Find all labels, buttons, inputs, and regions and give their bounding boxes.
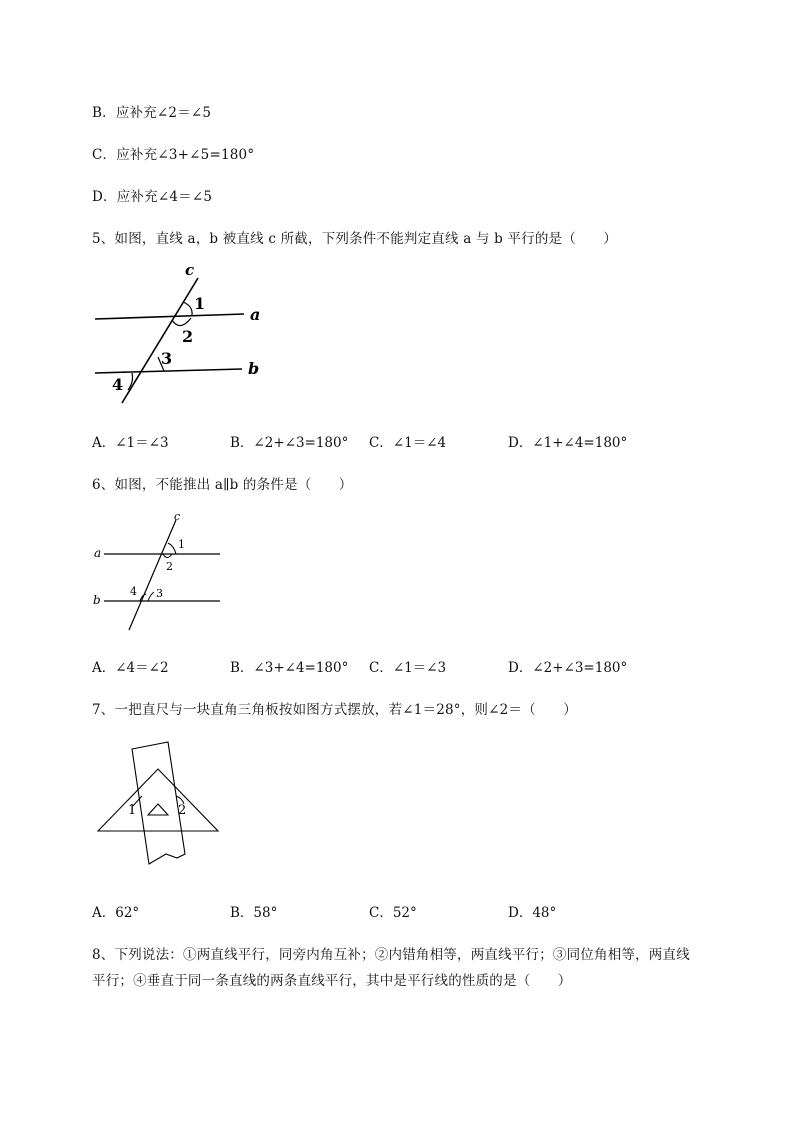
q7-label-1: 1 — [128, 803, 137, 818]
q6-stem: 6、如图，不能推出 a∥b 的条件是（ ） — [92, 477, 353, 493]
q6-label-b: b — [93, 593, 101, 607]
q7-option-d: D．48° — [508, 905, 557, 921]
q7-option-a: A．62° — [92, 905, 140, 921]
q5-label-a: a — [250, 305, 261, 324]
q4-option-c: C．应补充∠3+∠5=180° — [92, 147, 255, 163]
q8-stem-line-1: 8、下列说法：①两直线平行，同旁内角互补；②内错角相等，两直线平行；③同位角相等，两直线 — [92, 947, 690, 963]
q5-label-4: 4 — [112, 375, 124, 394]
q5-angle-2-arc — [172, 318, 191, 326]
q6-option-d: D．∠2+∠3=180° — [508, 660, 628, 676]
q5-option-d: D．∠1+∠4=180° — [508, 435, 628, 451]
q7-option-b: B．58° — [230, 905, 278, 921]
q6-figure — [88, 506, 228, 634]
q4-option-d: D．应补充∠4＝∠5 — [92, 189, 213, 205]
q6-label-a: a — [94, 546, 102, 560]
q6-angle-3-arc — [148, 592, 154, 601]
q5-label-2: 2 — [182, 327, 194, 346]
q8-stem-line-2: 平行；④垂直于同一条直线的两条直线平行，其中是平行线的性质的是（ ） — [92, 973, 572, 989]
q7-stem: 7、一把直尺与一块直角三角板按如图方式摆放，若∠1＝28°，则∠2＝（ ） — [92, 702, 577, 718]
q5-option-b: B．∠2+∠3=180° — [230, 435, 349, 451]
q6-option-b: B．∠3+∠4=180° — [230, 660, 349, 676]
q5-line-b — [95, 369, 242, 373]
q5-angle-1-arc — [183, 302, 192, 315]
q5-line-a — [95, 314, 244, 319]
q6-angle-1-arc — [168, 543, 176, 554]
q5-label-3: 3 — [161, 349, 173, 368]
q7-option-c: C．52° — [369, 905, 417, 921]
q6-label-c: c — [174, 510, 181, 523]
q5-stem: 5、如图，直线 a，b 被直线 c 所截，下列条件不能判定直线 a 与 b 平行的是（ ） — [92, 231, 618, 247]
q4-option-b: B．应补充∠2＝∠5 — [92, 105, 212, 121]
q6-label-1: 1 — [178, 538, 185, 551]
q6-line-c — [129, 520, 176, 630]
q7-set-square-outer — [98, 769, 218, 831]
q6-label-2: 2 — [166, 560, 173, 573]
q6-label-3: 3 — [156, 587, 163, 600]
q6-option-a: A．∠4＝∠2 — [92, 660, 169, 676]
q5-figure — [88, 262, 278, 408]
q6-option-c: C．∠1＝∠3 — [369, 660, 447, 676]
q6-label-4: 4 — [130, 585, 137, 598]
q5-option-a: A．∠1＝∠3 — [92, 435, 169, 451]
q5-label-1: 1 — [194, 294, 206, 313]
q7-figure — [90, 736, 224, 870]
q5-label-c: c — [185, 262, 195, 279]
q5-option-c: C．∠1＝∠4 — [369, 435, 447, 451]
q5-label-b: b — [248, 359, 260, 378]
q7-label-2: 2 — [178, 803, 187, 818]
q7-set-square-inner — [148, 804, 168, 815]
